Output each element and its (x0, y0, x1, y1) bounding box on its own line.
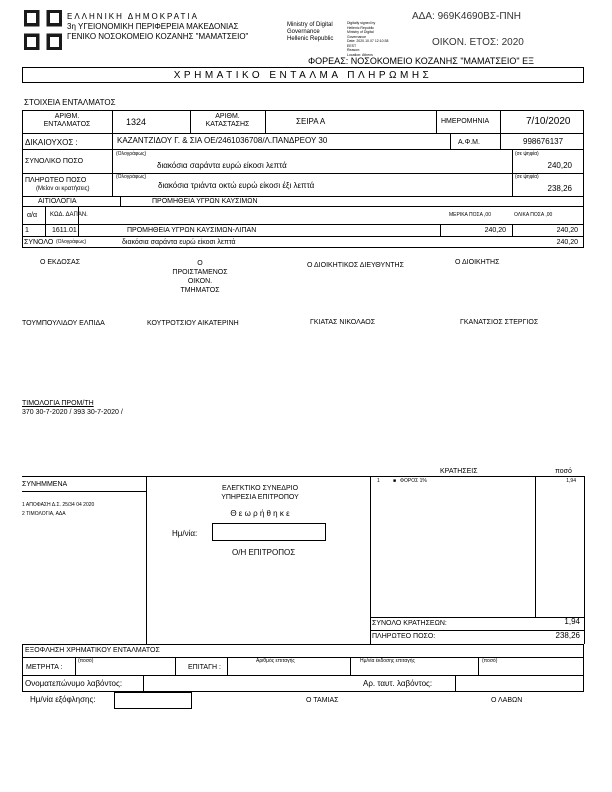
receiver-id-label: Αρ. ταυτ. λαβόντος: (363, 679, 433, 688)
col-partial: ΜΕΡΙΚΑ ΠΟΣΑ ,00 (449, 212, 491, 218)
issuer-name: ΤΟΥΜΠΟΥΛΙΔΟΥ ΕΛΠΙΔΑ (22, 320, 105, 327)
region-heading: 3η ΥΓΕΙΟΝΟΜΙΚΗ ΠΕΡΙΦΕΡΕΙΑ ΜΑΚΕΔΟΝΙΑΣ (67, 22, 239, 31)
col-aa: α/α (27, 212, 38, 219)
row-description: ΠΡΟΜΗΘΕΙΑ ΥΓΡΩΝ ΚΑΥΣΙΜΩΝ-ΛΙΠΑΝ (127, 227, 257, 234)
head-of-dept-name: ΚΟΥΤΡΟΤΣΙΟΥ ΑΙΚΑΤΕΡΙΝΗ (147, 320, 239, 327)
net-payable-label: ΠΛΗΡΩΤΕΟ ΠΟΣΟ: (372, 633, 436, 640)
payment-date-field[interactable] (114, 692, 192, 709)
ministry-block: Ministry of Digital Governance Hellenic Republic (287, 22, 334, 42)
attachments-label: ΣΥΝΗΜΜΕΝΑ (22, 481, 68, 488)
payable-sub-label: (Μείον οι κρατήσεις) (36, 186, 90, 192)
order-date-label: ΗΜΕΡΟΜΗΝΙΑ (441, 118, 490, 125)
order-number-label: ΑΡΙΘΜ. ΕΝΤΑΛΜΑΤΟΣ (43, 113, 91, 128)
cashier-title: Ο ΤΑΜΙΑΣ (306, 697, 339, 704)
payable-amount-words: διακόσια τριάντα οκτώ ευρώ είκοσι έξι λεπτά (158, 181, 315, 190)
row-partial: 240,20 (484, 227, 506, 234)
governor-title: Ο ΔΙΟΙΚΗΤΗΣ (455, 259, 500, 266)
payable-words-hint: (Ολογράφως) (116, 174, 147, 180)
audit-court: ΕΛΕΓΚΤΙΚΟ ΣΥΝΕΔΡΙΟ (221, 485, 299, 492)
order-section-label: ΣΤΟΙΧΕΙΑ ΕΝΤΑΛΜΑΤΟΣ (24, 98, 116, 107)
beneficiary-label: ΔΙΚΑΙΟΥΧΟΣ : (25, 138, 78, 147)
beneficiary: ΚΑΖΑΝΤΖΙΔΟΥ Γ. & ΣΙΑ ΟΕ/2461036708/Λ.ΠΑΝΔΡΕΟΥ 30 (117, 136, 328, 145)
row-total: 240,20 (556, 227, 578, 234)
document-title-box (22, 67, 584, 83)
audit-date-label: Ημ/νία: (172, 529, 198, 538)
sum-total: 240,20 (556, 239, 578, 246)
payable-digits-hint: (σε ψηφία) (515, 174, 539, 180)
row-kae: 1611.01 (52, 227, 77, 234)
deduction-amount: 1,94 (566, 478, 576, 484)
sum-words-hint: (Ολογράφως) (56, 239, 87, 245)
commissioner-title: Ο/Η ΕΠΙΤΡΟΠΟΣ (232, 548, 296, 557)
disposition-number-label: ΑΡΙΘΜ. ΚΑΤΑΣΤΑΣΗΣ (205, 113, 250, 128)
deductions-total: 1,94 (564, 617, 580, 626)
admin-director-name: ΓΚΙΑΤΑΣ ΝΙΚΟΛΑΟΣ (310, 319, 376, 326)
cheque-issue-hint: Ημ/νία έκδοσης επιταγής (360, 658, 415, 664)
order-series: ΣΕΙΡΑ Α (296, 117, 326, 126)
deductions-total-label: ΣΥΝΟΛΟ ΚΡΑΤΗΣΕΩΝ: (372, 620, 447, 627)
col-kae: ΚΩΔ. ΔΑΠΑΝ. (50, 212, 88, 218)
total-amount: 240,20 (547, 161, 572, 170)
audit-date-field[interactable] (212, 523, 326, 541)
attachment-item-1: 1 ΑΠΟΦΑΣΗ Δ.Σ. 25/34 04 2020 (22, 502, 95, 508)
audit-service: ΥΠΗΡΕΣΙΑ ΕΠΙΤΡΟΠΟΥ (221, 494, 299, 501)
document-title: ΧΡΗΜΑΤΙΚΟ ΕΝΤΑΛΜΑ ΠΛΗΡΩΜΗΣ (173, 70, 433, 81)
cash-label: ΜΕΤΡΗΤΑ : (26, 664, 63, 671)
sum-words: διακόσια σαράντα ευρώ είκοσι λεπτά (122, 239, 236, 246)
receiver-name-label: Ονοματεπώνυμο λαβόντος: (25, 679, 123, 688)
deduction-name: ΦΟΡΟΣ 1% (400, 478, 427, 484)
republic-heading: ΕΛΛΗΝΙΚΗ ΔΗΜΟΚΡΑΤΙΑ (67, 12, 199, 21)
invoices-value: 370 30-7-2020 / 393 30-7-2020 / (22, 409, 123, 416)
receiver-title: Ο ΛΑΒΩΝ (491, 697, 523, 704)
digital-signature-block: Digitally signed by Hellenic Republic Ministry of Digital Governance Date: 2020.10.07 12:10:38 EEST Reason: Location: Athens (347, 21, 389, 57)
attachment-item-2: 2 ΤΙΜΟΛΟΓΙΑ, ΑΔΑ (22, 511, 66, 517)
fiscal-year: ΟΙΚΟΝ. ΕΤΟΣ: 2020 (432, 37, 524, 48)
row-aa: 1 (25, 227, 29, 234)
invoices-label: ΤΙΜΟΛΟΓΙΑ ΠΡΟΜ/ΤΗ (22, 400, 94, 407)
order-number: 1324 (126, 117, 147, 127)
order-date: 7/10/2020 (526, 116, 571, 127)
sum-label: ΣΥΝΟΛΟ (24, 239, 54, 246)
deductions-label: ΚΡΑΤΗΣΕΙΣ (440, 468, 478, 475)
deduction-bullet-icon: ■ (393, 478, 397, 484)
afm-value: 998676137 (523, 137, 564, 146)
total-words-hint: (Ολογράφως) (116, 151, 147, 157)
issuer-title: Ο ΕΚΔΟΣΑΣ (40, 259, 81, 266)
cause-value: ΠΡΟΜΗΘΕΙΑ ΥΓΡΩΝ ΚΑΥΣΙΜΩΝ (152, 198, 258, 205)
deduction-num: 1 (377, 478, 380, 484)
payable-amount-label: ΠΛΗΡΩΤΕΟ ΠΟΣΟ (25, 177, 87, 184)
hospital-heading: ΓΕΝΙΚΟ ΝΟΣΟΚΟΜΕΙΟ ΚΟΖΑΝΗΣ "ΜΑΜΑΤΣΕΙΟ" (67, 32, 249, 41)
admin-director-title: Ο ΔΙΟΙΚΗΤΙΚΟΣ ΔΙΕΥΘΥΝΤΗΣ (307, 262, 404, 269)
total-amount-words: διακόσια σαράντα ευρώ είκοσι λεπτά (157, 161, 287, 170)
cause-label: ΑΙΤΙΟΛΟΓΙΑ (38, 198, 77, 205)
emblem-cross-icon (24, 10, 62, 50)
ada-code: ΑΔΑ: 969Κ4690ΒΣ-ΠΝΗ (412, 11, 522, 22)
deductions-amount-label: ποσό (555, 468, 572, 475)
governor-name: ΓΚΑΝΑΤΣΙΟΣ ΣΤΕΡΓΙΟΣ (460, 319, 539, 326)
total-digits-hint: (σε ψηφία) (515, 151, 539, 157)
settlement-title: ΕΞΟΦΛΗΣΗ ΧΡΗΜΑΤΙΚΟΥ ΕΝΤΑΛΜΑΤΟΣ (25, 647, 160, 654)
cheque-label: ΕΠΙΤΑΓΗ : (188, 664, 221, 671)
total-amount-label: ΣΥΝΟΛΙΚΟ ΠΟΣΟ (25, 158, 84, 165)
net-payable: 238,26 (555, 631, 580, 640)
cheque-amount-hint: (ποσό) (482, 658, 498, 664)
col-total: ΟΛΙΚΑ ΠΟΣΑ ,00 (514, 212, 553, 218)
entity-line: ΦΟΡΕΑΣ: ΝΟΣΟΚΟΜΕΙΟ ΚΟΖΑΝΗΣ "ΜΑΜΑΤΣΕΙΟ" ΕΞ (308, 56, 534, 66)
afm-label: Α.Φ.Μ. (458, 139, 480, 146)
audit-checked: Θ ε ω ρ ή θ η κ ε (230, 509, 290, 518)
cash-amount-hint: (ποσό) (78, 658, 94, 664)
payment-date-label: Ημ/νία εξόφλησης: (30, 695, 96, 704)
head-of-dept-title: Ο ΠΡΟΙΣΤΑΜΕΝΟΣ ΟΙΚΟΝ. ΤΜΗΜΑΤΟΣ (172, 260, 228, 294)
payable-amount: 238,26 (547, 184, 572, 193)
cheque-number-hint: Αριθμός επιταγής (256, 658, 295, 664)
